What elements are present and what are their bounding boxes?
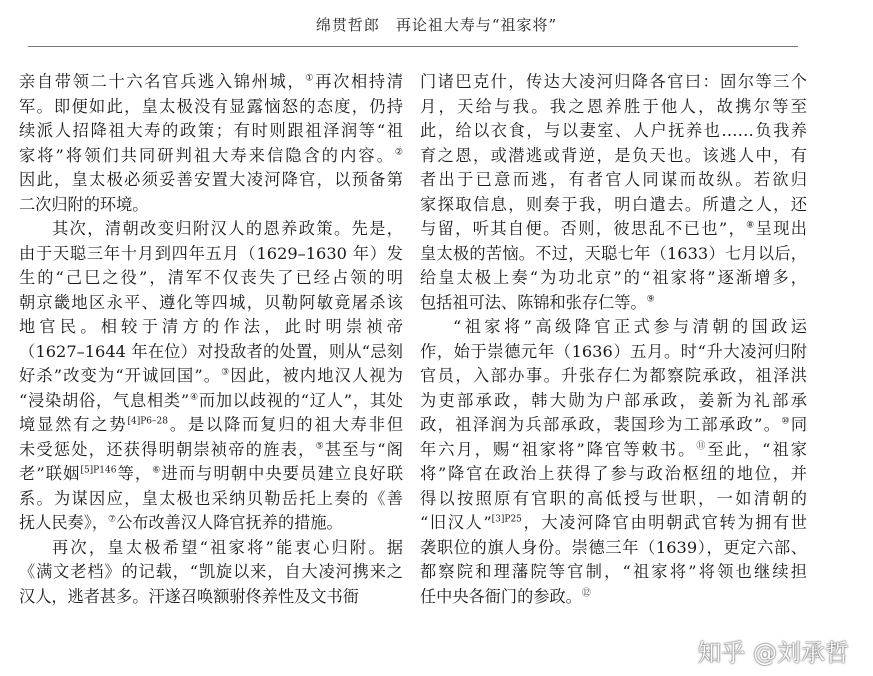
text-line	[19, 168, 403, 193]
line-text: 皇太极的苦恼。不过，天聪七年（1633）七月以后，	[420, 243, 807, 263]
text-line	[19, 413, 403, 438]
line-text: 家将”将领们共同研判祖大寿来信隐含的内容。	[19, 145, 395, 165]
footnote-ref: ④	[189, 392, 199, 403]
line-text: 此，给以衣食，与以妻室、人户抚养也……负我养	[420, 121, 807, 140]
footnote-ref: ⑥	[152, 465, 162, 476]
text-line	[420, 585, 807, 610]
text-line	[19, 242, 403, 267]
text-line	[420, 536, 807, 561]
text-line	[19, 70, 403, 95]
line-text: 同	[790, 415, 807, 434]
text-line	[420, 462, 807, 487]
footnote-ref: ⑨	[646, 294, 655, 305]
line-text: 汉人，逃者甚多。汗遂召唤额驸佟养性及文书衙	[19, 586, 359, 606]
text-line	[19, 462, 403, 487]
header-article-title: 再论祖大寿与“祖家将”	[395, 16, 558, 34]
footnote-ref: ⑤	[315, 441, 325, 452]
text-line	[420, 144, 807, 169]
text-line	[19, 193, 403, 218]
footnote-ref: ⑫	[581, 588, 591, 599]
line-text: 育之恩，或潜逃或背逆，是负天也。该逃人中，有	[420, 145, 807, 165]
line-text: 老”联姻	[19, 464, 81, 483]
text-line	[420, 511, 807, 536]
text-line	[19, 364, 403, 389]
watermark: 知乎 @刘承哲	[697, 639, 849, 667]
line-text: 呈现出	[755, 219, 807, 238]
line-text: 等，	[116, 464, 153, 483]
text-line	[420, 70, 807, 95]
line-text: 地官民。相较于清方的作法，此时明崇祯帝	[19, 317, 403, 336]
footnote-ref: ⑩	[781, 416, 791, 427]
text-line	[19, 144, 403, 169]
text-line	[19, 315, 403, 340]
line-text: （1627–1644 年在位）对投敌者的处置，则从“忌刻	[19, 341, 403, 361]
text-line	[19, 511, 403, 536]
text-line	[420, 95, 807, 120]
line-text: 者出于已意而逃，有者官人同谋而故纵。若欲归	[420, 170, 807, 189]
line-text: 亲自带领二十六名官兵逃入锦州城，	[19, 72, 306, 91]
footnote-ref: [3]P25	[491, 514, 522, 525]
text-line	[19, 217, 403, 242]
line-text: “祖家将”高级降官正式参与清朝的国政运	[453, 317, 807, 336]
text-line	[420, 413, 807, 438]
line-text: 因此，被内地汉人视为	[230, 366, 403, 385]
line-text: 至此，“祖家	[707, 439, 807, 459]
line-text: 其次，清朝改变归附汉人的恩养政策。先是，	[52, 219, 403, 238]
footnote-ref: ①	[305, 73, 316, 84]
text-line	[420, 242, 807, 267]
text-line	[19, 119, 403, 144]
text-line	[420, 193, 807, 218]
line-text: 续派人招降祖大寿的政策；有时则跟祖泽润等“祖	[19, 121, 403, 140]
line-text: 都察院和理藩院等官制，“祖家将”将领也继续担	[420, 562, 807, 581]
line-text: 公布改善汉人降官抚养的措施。	[116, 513, 343, 532]
line-text: 家探取信息，则奏于我，明白遣去。所遣之人，还	[420, 194, 807, 214]
text-line	[420, 364, 807, 389]
right-column	[420, 70, 807, 609]
line-text: 由于天聪三年十月到四年五月（1629–1630 年）发	[19, 243, 403, 263]
line-text: ，大凌河降官由明朝武官转为拥有世	[521, 513, 807, 532]
line-text: 再次，皇太极希望“祖家将”能衷心归附。据	[52, 537, 403, 557]
line-text: 因此，皇太极必须妥善安置大凌河降官，以预备第	[19, 170, 403, 189]
text-line	[420, 315, 807, 340]
line-text: 军。即便如此，皇太极没有显露恼怒的态度，仍持	[19, 96, 403, 116]
line-text: 为吏部承政，韩大勋为户部承政，姜新为礼部承	[420, 390, 807, 410]
line-text: 任中央各衙门的参政。	[420, 586, 582, 606]
text-line	[19, 266, 403, 291]
text-line	[19, 95, 403, 120]
line-text: 。是以降而复归的祖大寿非但	[167, 415, 403, 434]
line-text: 将”降官在政治上获得了参与政治枢纽的地位，并	[420, 464, 807, 483]
line-text: 系。为谋因应，皇太极也采纳贝勒岳托上奏的《善	[19, 488, 403, 508]
line-text: 年六月，赐“祖家将”降官等敕书。	[420, 439, 697, 459]
header-author: 绵贯哲郎	[315, 16, 380, 34]
text-line	[19, 536, 403, 561]
left-column	[19, 70, 403, 609]
line-text: 得以按照原有官职的高低授与世职，一如清朝的	[420, 488, 807, 508]
line-text: “浸染胡俗，气息相类”	[19, 390, 190, 410]
line-text: 好杀”改变为“开诚回国”。	[19, 366, 222, 385]
line-text: 政，祖泽润为兵部承政，裴国珍为工部承政”。	[420, 415, 782, 434]
line-text: 二次归附的环境。	[19, 194, 149, 214]
footnote-ref: [4]P6–28	[127, 416, 168, 427]
text-line	[19, 291, 403, 316]
header-rule	[28, 46, 798, 47]
text-line	[19, 389, 403, 414]
text-line	[420, 168, 807, 193]
line-text: 未受惩处，还获得明朝崇祯帝的旌表，	[19, 439, 316, 459]
line-text: 境显然有之势	[19, 415, 128, 434]
text-line	[420, 560, 807, 585]
line-text: 朝京畿地区永平、遵化等四城，贝勒阿敏竟屠杀该	[19, 292, 403, 312]
text-line	[420, 119, 807, 144]
footnote-ref: [5]P146	[80, 465, 117, 476]
text-line	[19, 340, 403, 365]
text-line	[420, 487, 807, 512]
line-text: 而加以歧视的“辽人”，其处	[198, 390, 403, 410]
footnote-ref: ②	[394, 147, 403, 158]
line-text: 给皇太极上奏“为功北京”的“祖家将”逐渐增多，	[420, 268, 807, 287]
footnote-ref: ⑪	[696, 441, 708, 452]
line-text: “旧汉人”	[420, 513, 492, 532]
text-line	[19, 438, 403, 463]
line-text: 月，天给与我。我之恩养胜于他人，故携尔等至	[420, 96, 807, 116]
line-text: 门诸巴克什，传达大凌河归降各官曰：固尔等三个	[420, 72, 807, 91]
line-text: 生的“己巳之役”，清军不仅丧失了已经占领的明	[19, 268, 403, 287]
footnote-ref: ③	[221, 367, 231, 378]
line-text: 作，始于崇德元年（1636）五月。时“升大凌河归附	[420, 341, 807, 361]
text-line	[420, 291, 807, 316]
text-line	[420, 340, 807, 365]
line-text: 《满文老档》的记载，“凯旋以来，自大凌河携来之	[19, 562, 403, 581]
line-text: 再次相持清	[315, 72, 403, 91]
text-line	[420, 266, 807, 291]
text-line	[420, 217, 807, 242]
text-line	[420, 389, 807, 414]
line-text: 进而与明朝中央要员建立良好联	[161, 464, 403, 483]
text-line	[19, 487, 403, 512]
text-line	[19, 585, 403, 610]
text-line	[420, 438, 807, 463]
line-text: 袭职位的旗人身份。崇德三年（1639），更定六部、	[420, 537, 807, 557]
text-line	[19, 560, 403, 585]
line-text: 与留，听其自便。否则，彼思乱不已也”，	[420, 219, 747, 238]
footnote-ref: ⑧	[746, 220, 756, 231]
line-text: 官员，入部办事。升张存仁为都察院承政，祖泽洪	[420, 366, 807, 385]
line-text: 包括祖可法、陈锦和张存仁等。	[420, 292, 647, 312]
line-text: 抚人民奏》，	[19, 513, 109, 532]
running-header	[0, 14, 873, 35]
footnote-ref: ⑦	[108, 514, 117, 525]
line-text: 甚至与“阁	[324, 439, 403, 459]
